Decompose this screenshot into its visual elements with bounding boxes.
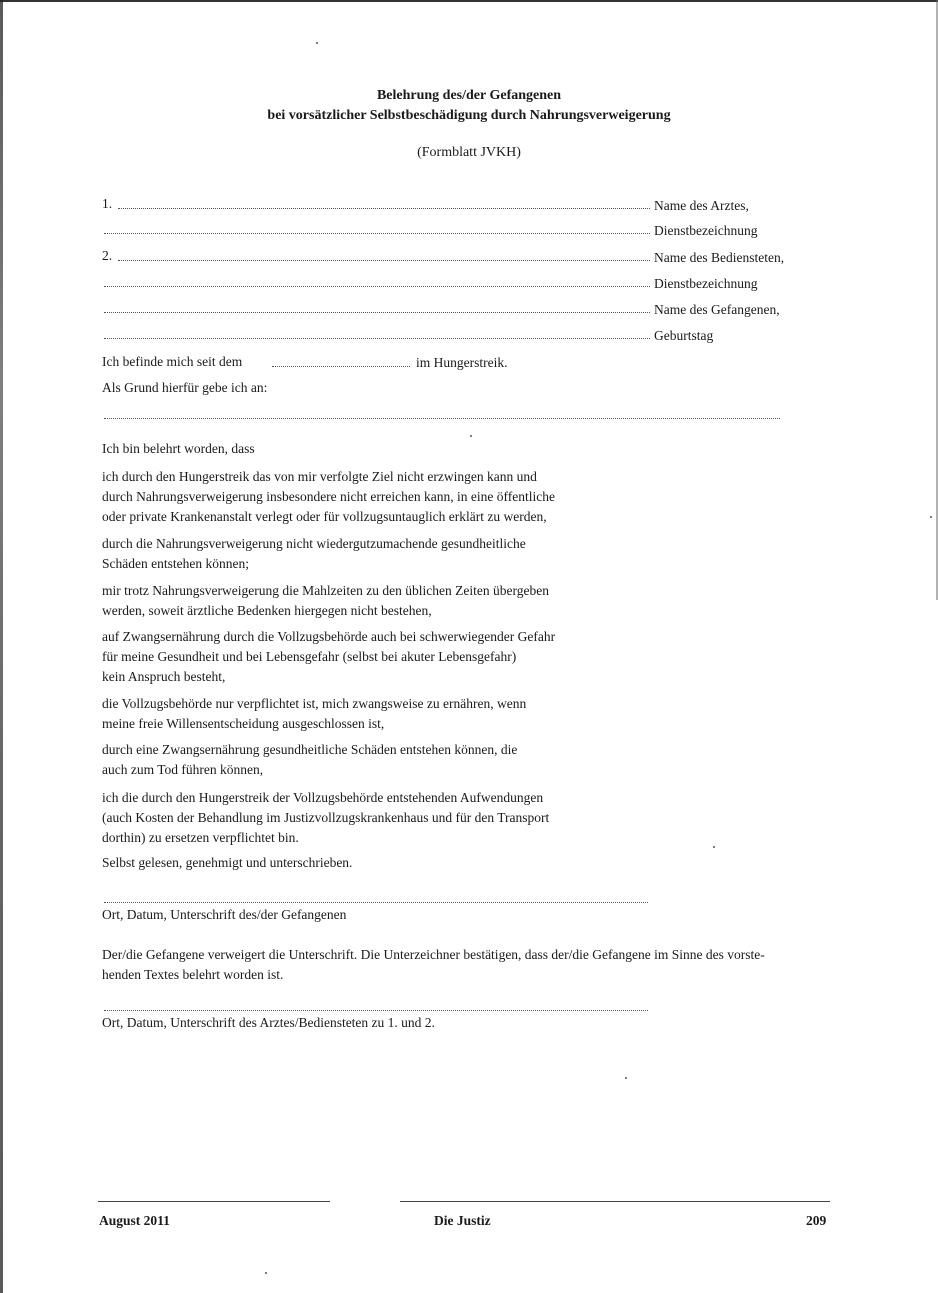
fill-in-line[interactable] — [118, 208, 650, 209]
instruction-paragraph: die Vollzugsbehörde nur verpflichtet ist, mich zwangsweise zu ernähren, wenn meine freie Willensentscheidung ausgeschlossen ist, — [102, 696, 527, 731]
field-label: Name des Arztes, — [654, 198, 749, 213]
field-number: 1. — [102, 196, 113, 211]
officials-signature-label: Ort, Datum, Unterschrift des Arztes/Bediensteten zu 1. und 2. — [102, 1015, 435, 1030]
scan-speck — [713, 846, 715, 848]
field-label: Dienstbezeichnung — [654, 223, 758, 238]
scan-speck — [265, 1272, 267, 1274]
scan-speck — [316, 42, 318, 44]
prisoner-signature-field[interactable] — [104, 902, 648, 903]
scan-edge-top — [0, 0, 938, 2]
confirmation-text: Selbst gelesen, genehmigt und unterschrieben. — [102, 855, 353, 870]
fill-in-line[interactable] — [118, 260, 650, 261]
form-title-line2: bei vorsätzlicher Selbstbeschädigung durch Nahrungsverweigerung — [267, 108, 671, 123]
field-label: Dienstbezeichnung — [654, 276, 758, 291]
hunger-strike-suffix: im Hungerstreik. — [416, 355, 508, 370]
instruction-paragraph: auf Zwangsernährung durch die Vollzugsbehörde auch bei schwerwiegender Gefahr für meine Gesundheit und bei Lebensgefahr (selbst bei akuter Lebensgefahr) kein Anspruch besteht, — [102, 629, 556, 684]
fill-in-line[interactable] — [104, 233, 650, 234]
instruction-paragraph: mir trotz Nahrungsverweigerung die Mahlzeiten zu den üblichen Zeiten übergeben werden, soweit ärztliche Bedenken hiergegen nicht bestehen, — [102, 583, 549, 618]
scan-speck — [470, 435, 472, 437]
hunger-strike-date-field[interactable] — [272, 366, 410, 367]
instruction-paragraph: ich die durch den Hungerstreik der Vollzugsbehörde entstehenden Aufwendungen (auch Kosten der Behandlung im Justizvollzugskrankenhaus und für den Transport dorthin) zu ersetzen verpflichtet bin. — [102, 790, 550, 845]
scan-edge-left — [0, 0, 3, 1293]
footer-publication: Die Justiz — [434, 1213, 491, 1228]
instruction-intro: Ich bin belehrt worden, dass — [102, 441, 255, 456]
fill-in-line[interactable] — [104, 286, 650, 287]
prisoner-signature-label: Ort, Datum, Unterschrift des/der Gefangenen — [102, 907, 347, 922]
scan-speck — [625, 1077, 627, 1079]
field-label: Geburtstag — [654, 328, 714, 343]
reason-field[interactable] — [104, 418, 780, 419]
footer-rule — [400, 1201, 830, 1202]
hunger-strike-prefix: Ich befinde mich seit dem — [102, 354, 243, 369]
form-reference: (Formblatt JVKH) — [417, 145, 521, 160]
fill-in-line[interactable] — [104, 312, 650, 313]
officials-signature-field[interactable] — [104, 1010, 648, 1011]
field-number: 2. — [102, 248, 113, 263]
refusal-statement: Der/die Gefangene verweigert die Unterschrift. Die Unterzeichner bestätigen, dass der/die Gefangene im Sinne des vorste- henden Textes belehrt worden ist. — [102, 947, 765, 982]
field-label: Name des Gefangenen, — [654, 302, 780, 317]
field-label: Name des Bediensteten, — [654, 250, 785, 265]
footer-rule — [98, 1201, 330, 1202]
footer-date: August 2011 — [99, 1213, 170, 1228]
scan-speck — [930, 516, 932, 518]
fill-in-line[interactable] — [104, 338, 650, 339]
footer-page-number: 209 — [806, 1213, 827, 1228]
form-title-line1: Belehrung des/der Gefangenen — [376, 88, 562, 103]
instruction-paragraph: ich durch den Hungerstreik das von mir verfolgte Ziel nicht erzwingen kann und durch Nahrungsverweigerung insbesondere nicht erreichen kann, in eine öffentliche oder private Krankenanstalt verlegt oder für vollzugsuntauglich erklärt zu werden, — [102, 469, 555, 524]
reason-label: Als Grund hierfür gebe ich an: — [102, 380, 268, 395]
instruction-paragraph: durch die Nahrungsverweigerung nicht wiedergutzumachende gesundheitliche Schäden entstehen können; — [102, 536, 526, 571]
instruction-paragraph: durch eine Zwangsernährung gesundheitliche Schäden entstehen können, die auch zum Tod führen können, — [102, 742, 518, 777]
